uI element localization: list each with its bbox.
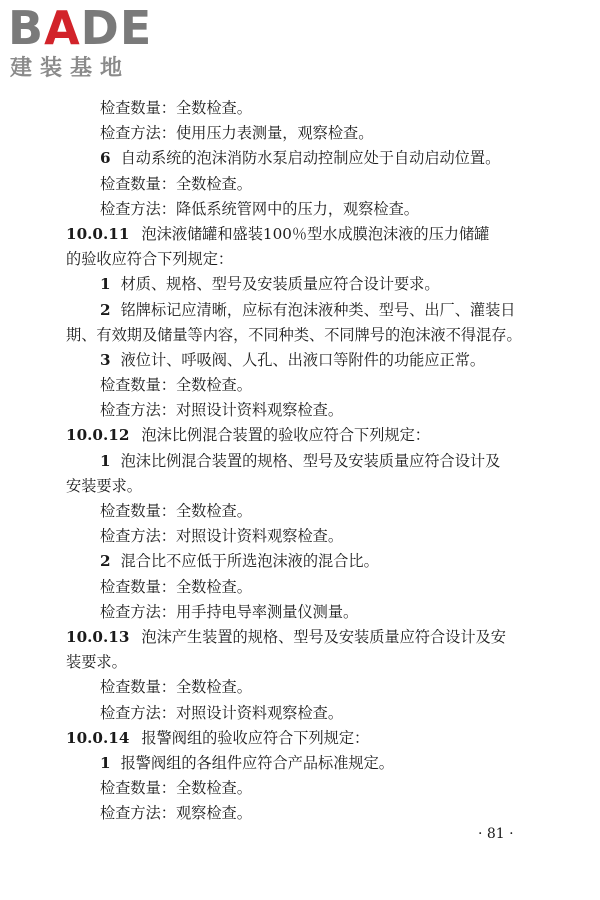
document-body [66, 96, 556, 826]
text-line: 检查方法：降低系统管网中的压力，观察检查。 [100, 199, 419, 218]
clause-heading [66, 222, 556, 247]
item-number: 1 [100, 753, 111, 772]
clause-number: 10.0.13 [66, 627, 130, 646]
list-item [66, 348, 556, 373]
item-number: 1 [100, 275, 111, 294]
list-item [66, 549, 556, 574]
text-line: 检查数量：全数检查。 [100, 502, 252, 520]
text-line: 检查方法：观察检查。 [100, 804, 252, 823]
text-line: 检查方法：对照设计资料观察检查。 [100, 401, 343, 420]
clause-number: 10.0.14 [66, 728, 130, 747]
text-line: 检查方法：对照设计资料观察检查。 [100, 703, 343, 722]
item-text: 铭牌标记应清晰，应标有泡沫液种类、型号、出厂、灌装日 [120, 300, 516, 319]
clause-heading [66, 625, 556, 650]
logo-letters-de: DE [80, 1, 153, 55]
item-number: 6 [100, 149, 111, 168]
clause-text: 报警阀组的验收应符合下列规定： [141, 728, 370, 747]
list-item [66, 146, 556, 171]
list-item [66, 751, 556, 776]
item-number: 2 [100, 300, 111, 319]
item-text: 自动系统的泡沫消防水泵启动控制应处于自动启动位置。 [120, 149, 501, 168]
text-line: 检查数量：全数检查。 [100, 577, 252, 596]
item-text: 泡沫比例混合装置的规格、型号及安装质量应符合设计及 [120, 451, 501, 470]
list-item [66, 272, 556, 297]
item-number: 3 [100, 350, 111, 369]
list-item [66, 449, 556, 474]
clause-text: 泡沫液储罐和盛装100％型水成膜泡沫液的压力储罐 [141, 224, 490, 243]
clause-heading [66, 726, 556, 751]
clause-number: 10.0.12 [66, 426, 130, 445]
text-line: 检查数量：全数检查。 [100, 99, 252, 117]
continuation-line: 安装要求。 [66, 476, 142, 495]
text-line: 检查方法：使用压力表测量，观察检查。 [100, 124, 374, 143]
logo-wordmark [8, 1, 153, 55]
logo-letter-a: A [44, 1, 81, 55]
list-item [66, 298, 556, 323]
item-text: 材质、规格、型号及安装质量应符合设计要求。 [120, 275, 440, 294]
text-line: 检查数量：全数检查。 [100, 678, 252, 697]
continuation-line: 期、有效期及储量等内容，不同种类、不同牌号的泡沫液不得混存。 [66, 325, 522, 344]
text-line: 检查方法：对照设计资料观察检查。 [100, 527, 343, 546]
text-line: 检查数量：全数检查。 [100, 779, 252, 798]
clause-text: 泡沫产生装置的规格、型号及安装质量应符合设计及安 [141, 627, 506, 646]
continuation-line: 装要求。 [66, 653, 127, 672]
text-line: 检查数量：全数检查。 [100, 174, 252, 193]
text-line: 检查数量：全数检查。 [100, 376, 252, 395]
logo-letter-b: B [8, 1, 45, 55]
item-text: 报警阀组的各组件应符合产品标准规定。 [120, 753, 394, 772]
item-text: 液位计、呼吸阀、人孔、出液口等附件的功能应正常。 [120, 350, 486, 369]
item-text: 混合比不应低于所选泡沫液的混合比。 [120, 552, 379, 571]
bade-logo [8, 1, 178, 84]
text-line: 检查方法：用手持电导率测量仪测量。 [100, 602, 359, 621]
clause-number: 10.0.11 [66, 224, 130, 243]
continuation-line: 的验收应符合下列规定： [66, 250, 234, 269]
clause-heading [66, 423, 556, 448]
item-number: 2 [100, 552, 111, 571]
logo-subtitle: 建装基地 [10, 56, 131, 81]
item-number: 1 [100, 451, 111, 470]
page-number: · 81 · [478, 826, 514, 842]
clause-text: 泡沫比例混合装置的验收应符合下列规定： [141, 426, 430, 445]
